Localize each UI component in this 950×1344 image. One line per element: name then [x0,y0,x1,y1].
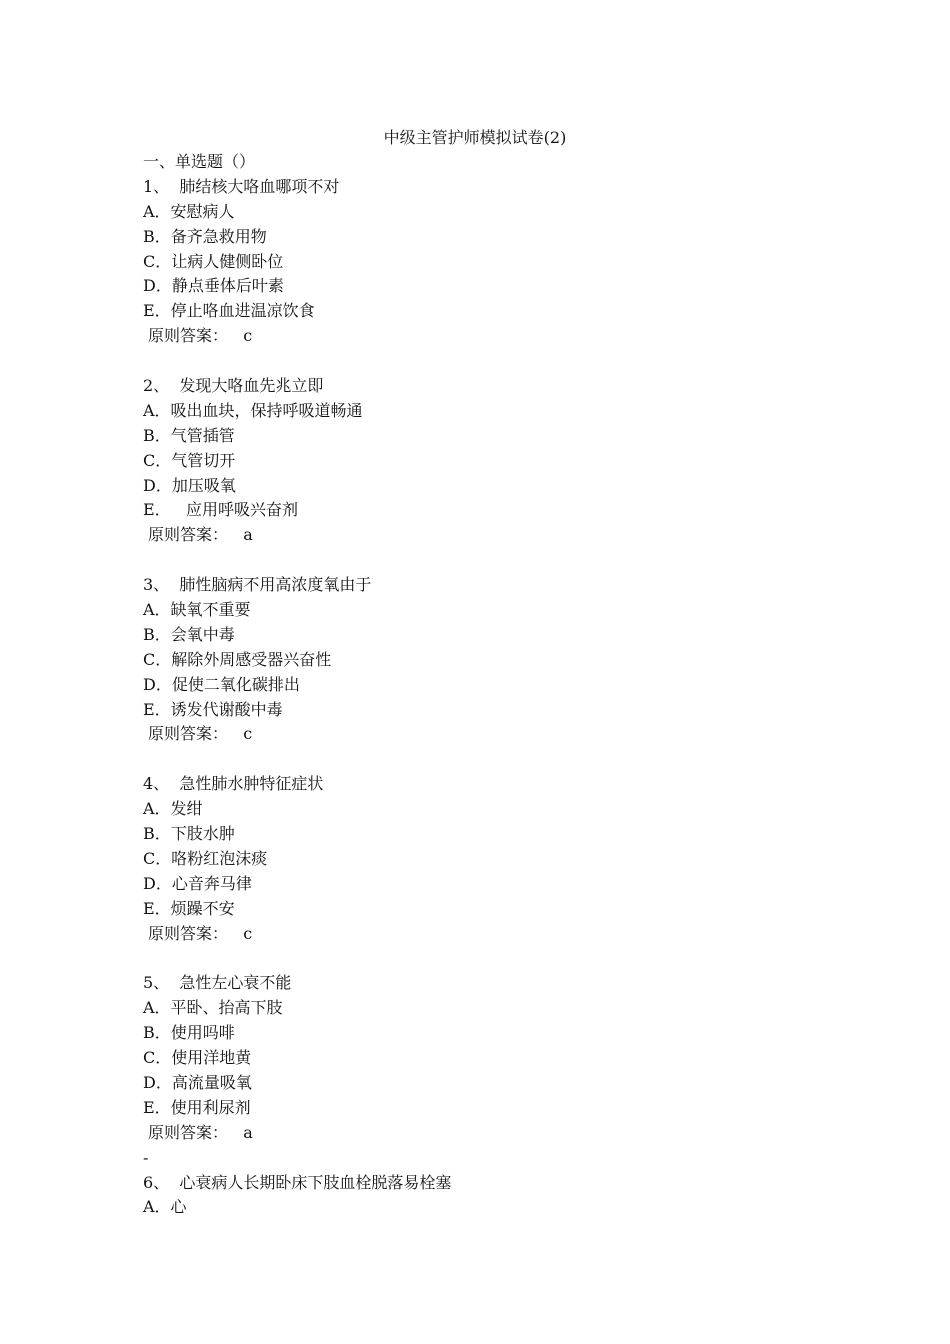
option-c: C．让病人健侧卧位 [143,251,284,271]
option-b: B．使用吗啡 [143,1023,235,1043]
question-block [143,374,843,548]
question-block [143,573,843,747]
blank-line [143,349,843,374]
answer-line: 原则答案： c [148,724,253,744]
option-c: C．气管切开 [143,450,236,470]
blank-line [143,947,843,972]
option-e: E．停止咯血进温凉饮食 [143,301,315,321]
question-block [143,772,843,946]
option-a: A．安慰病人 [143,201,235,221]
option-c: C．使用洋地黄 [143,1048,252,1068]
option-d: D．促使二氧化碳排出 [143,674,300,694]
answer-line: 原则答案： c [148,923,253,943]
blank-line [143,548,843,573]
option-e: E．烦躁不安 [143,898,235,918]
option-d: D．加压吸氧 [143,475,236,495]
option-a: A．吸出血块，保持呼吸道畅通 [143,400,363,420]
question-block [143,175,843,349]
blank-line [143,747,843,772]
answer-line: 原则答案： a [148,1122,253,1142]
option-a: A．心 [143,1197,187,1217]
option-c: C．咯粉红泡沫痰 [143,848,268,868]
option-e: E．诱发代谢酸中毒 [143,699,283,719]
answer-line: 原则答案： a [148,525,253,545]
option-d: D．静点垂体后叶素 [143,276,284,296]
answer-line: 原则答案： c [148,326,253,346]
question-stem: 6、 心衰病人长期卧床下肢血栓脱落易栓塞 [143,1172,452,1192]
question-stem: 5、 急性左心衰不能 [143,973,292,993]
option-c: C．解除外周感受器兴奋性 [143,649,332,669]
option-a: A．发绀 [143,799,203,819]
option-e: E．使用利尿剂 [143,1097,251,1117]
option-b: B．备齐急救用物 [143,226,267,246]
separator-dash: - [143,1147,149,1167]
question-stem: 1、 肺结核大咯血哪项不对 [143,176,340,196]
document-title: 中级主管护师模拟试卷(2) [383,128,567,147]
question-stem: 2、 发现大咯血先兆立即 [143,376,324,396]
option-b: B．会氧中毒 [143,624,235,644]
question-stem: 3、 肺性脑病不用高浓度氧由于 [143,575,372,595]
option-d: D．心音奔马律 [143,873,252,893]
question-block [143,1171,843,1221]
option-b: B．下肢水肿 [143,824,235,844]
option-b: B．气管插管 [143,425,235,445]
question-stem: 4、 急性肺水肿特征症状 [143,774,324,794]
option-a: A．平卧、抬高下肢 [143,998,283,1018]
section-heading: 一、单选题（） [143,152,256,171]
option-d: D．高流量吸氧 [143,1072,252,1092]
document-body [143,150,843,1220]
option-e: E． 应用呼吸兴奋剂 [143,500,298,520]
option-a: A．缺氧不重要 [143,600,251,620]
question-block [143,971,843,1145]
